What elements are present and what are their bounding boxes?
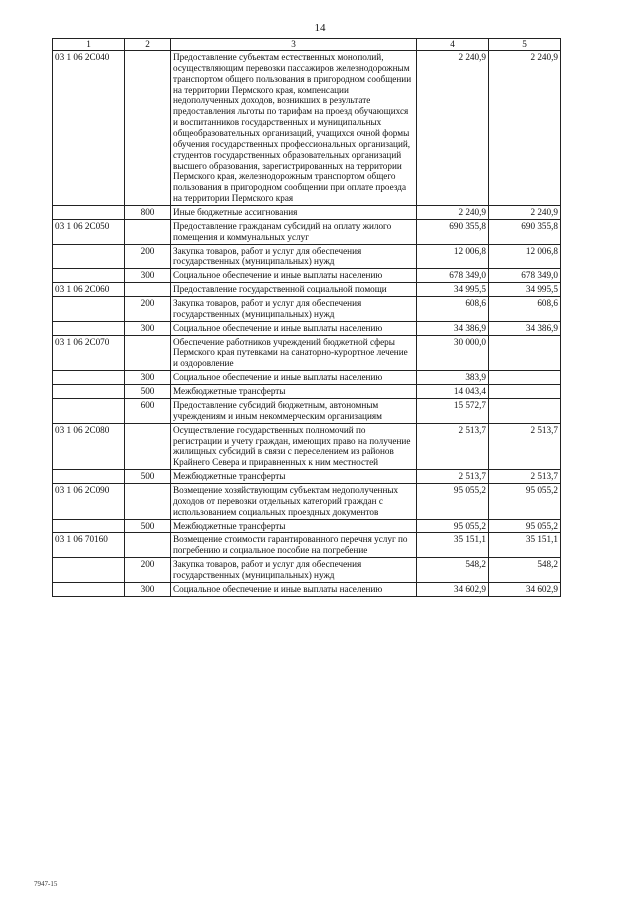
expense-type-cell: [125, 483, 171, 519]
item-name-cell: Иные бюджетные ассигнования: [171, 206, 417, 220]
amount-year2-cell: [489, 371, 561, 385]
expense-type-cell: 300: [125, 371, 171, 385]
amount-year2-cell: 12 006,8: [489, 244, 561, 269]
amount-year2-cell: [489, 398, 561, 423]
table-row: [53, 470, 561, 484]
amount-year1-cell: 2 513,7: [417, 470, 489, 484]
amount-year1-cell: 95 055,2: [417, 483, 489, 519]
amount-year2-cell: 95 055,2: [489, 519, 561, 533]
table-row: [53, 483, 561, 519]
expense-type-cell: 300: [125, 582, 171, 596]
amount-year1-cell: 678 349,0: [417, 269, 489, 283]
amount-year1-cell: 15 572,7: [417, 398, 489, 423]
amount-year2-cell: 548,2: [489, 558, 561, 583]
header-row: [53, 39, 561, 51]
item-name-cell: Предоставление гражданам субсидий на оплату жилого помещения и коммунальных услуг: [171, 219, 417, 244]
footer-code: 7947-15: [34, 880, 58, 888]
amount-year2-cell: 2 513,7: [489, 470, 561, 484]
amount-year1-cell: 12 006,8: [417, 244, 489, 269]
code-cell: 03 1 06 70160: [53, 533, 125, 558]
amount-year2-cell: 2 513,7: [489, 423, 561, 469]
amount-year1-cell: 34 386,9: [417, 321, 489, 335]
amount-year1-cell: 35 151,1: [417, 533, 489, 558]
table-row: [53, 297, 561, 322]
header-cell: 2: [125, 39, 171, 51]
item-name-cell: Закупка товаров, работ и услуг для обеспечения государственных (муниципальных) нужд: [171, 244, 417, 269]
table-row: [53, 335, 561, 371]
code-cell: [53, 244, 125, 269]
item-name-cell: Осуществление государственных полномочий по регистрации и учету граждан, имеющих право на получение жилищных субсидий в связи с переселением из районов Крайнего Севера и приравненных к ним местностей: [171, 423, 417, 469]
expense-type-cell: [125, 283, 171, 297]
item-name-cell: Закупка товаров, работ и услуг для обеспечения государственных (муниципальных) нужд: [171, 558, 417, 583]
table-body: [53, 51, 561, 597]
code-cell: [53, 321, 125, 335]
amount-year2-cell: 35 151,1: [489, 533, 561, 558]
amount-year2-cell: 34 386,9: [489, 321, 561, 335]
table-row: [53, 321, 561, 335]
amount-year2-cell: [489, 385, 561, 399]
item-name-cell: Предоставление субсидий бюджетным, автономным учреждениям и иным некоммерческим организациям: [171, 398, 417, 423]
expense-type-cell: 500: [125, 470, 171, 484]
amount-year1-cell: 690 355,8: [417, 219, 489, 244]
expense-type-cell: [125, 423, 171, 469]
item-name-cell: Социальное обеспечение и иные выплаты населению: [171, 371, 417, 385]
page-number: 14: [314, 22, 326, 34]
amount-year1-cell: 2 240,9: [417, 51, 489, 206]
amount-year1-cell: 30 000,0: [417, 335, 489, 371]
amount-year1-cell: 608,6: [417, 297, 489, 322]
item-name-cell: Возмещение хозяйствующим субъектам недополученных доходов от перевозки отдельных категорий граждан с использованием социальных проездных документов: [171, 483, 417, 519]
table-row: [53, 283, 561, 297]
code-cell: 03 1 06 2C090: [53, 483, 125, 519]
item-name-cell: Межбюджетные трансферты: [171, 385, 417, 399]
item-name-cell: Возмещение стоимости гарантированного перечня услуг по погребению и социальное пособие на погребение: [171, 533, 417, 558]
code-cell: 03 1 06 2C050: [53, 219, 125, 244]
code-cell: [53, 385, 125, 399]
table-row: [53, 533, 561, 558]
amount-year1-cell: 383,9: [417, 371, 489, 385]
code-cell: [53, 519, 125, 533]
amount-year2-cell: 95 055,2: [489, 483, 561, 519]
item-name-cell: Социальное обеспечение и иные выплаты населению: [171, 321, 417, 335]
table-row: [53, 558, 561, 583]
item-name-cell: Закупка товаров, работ и услуг для обеспечения государственных (муниципальных) нужд: [171, 297, 417, 322]
item-name-cell: Обеспечение работников учреждений бюджетной сферы Пермского края путевками на санаторно-курортное лечение и оздоровление: [171, 335, 417, 371]
code-cell: 03 1 06 2C040: [53, 51, 125, 206]
table-row: [53, 519, 561, 533]
table-row: [53, 219, 561, 244]
expense-type-cell: 500: [125, 385, 171, 399]
expense-type-cell: [125, 51, 171, 206]
code-cell: [53, 398, 125, 423]
amount-year2-cell: 690 355,8: [489, 219, 561, 244]
table-row: [53, 51, 561, 206]
code-cell: [53, 297, 125, 322]
table-row: [53, 385, 561, 399]
expense-type-cell: [125, 335, 171, 371]
code-cell: 03 1 06 2C080: [53, 423, 125, 469]
code-cell: [53, 371, 125, 385]
amount-year2-cell: 34 602,9: [489, 582, 561, 596]
table-row: [53, 269, 561, 283]
item-name-cell: Социальное обеспечение и иные выплаты населению: [171, 269, 417, 283]
code-cell: 03 1 06 2C070: [53, 335, 125, 371]
table-row: [53, 244, 561, 269]
item-name-cell: Предоставление государственной социальной помощи: [171, 283, 417, 297]
amount-year1-cell: 2 240,9: [417, 206, 489, 220]
amount-year1-cell: 14 043,4: [417, 385, 489, 399]
amount-year2-cell: 2 240,9: [489, 206, 561, 220]
table-row: [53, 398, 561, 423]
code-cell: [53, 470, 125, 484]
amount-year2-cell: [489, 335, 561, 371]
item-name-cell: Межбюджетные трансферты: [171, 519, 417, 533]
expense-type-cell: [125, 533, 171, 558]
expense-type-cell: 300: [125, 269, 171, 283]
header-cell: 4: [417, 39, 489, 51]
table-row: [53, 423, 561, 469]
expense-type-cell: [125, 219, 171, 244]
item-name-cell: Социальное обеспечение и иные выплаты населению: [171, 582, 417, 596]
code-cell: [53, 582, 125, 596]
amount-year2-cell: 34 995,5: [489, 283, 561, 297]
expense-type-cell: 300: [125, 321, 171, 335]
table-row: [53, 206, 561, 220]
header-cell: 5: [489, 39, 561, 51]
budget-table: [52, 38, 561, 597]
amount-year1-cell: 95 055,2: [417, 519, 489, 533]
header-cell: 1: [53, 39, 125, 51]
table-row: [53, 371, 561, 385]
amount-year1-cell: 2 513,7: [417, 423, 489, 469]
expense-type-cell: 800: [125, 206, 171, 220]
amount-year1-cell: 548,2: [417, 558, 489, 583]
expense-type-cell: 600: [125, 398, 171, 423]
amount-year2-cell: 678 349,0: [489, 269, 561, 283]
header-cell: 3: [171, 39, 417, 51]
expense-type-cell: 200: [125, 558, 171, 583]
code-cell: [53, 206, 125, 220]
code-cell: 03 1 06 2C060: [53, 283, 125, 297]
code-cell: [53, 269, 125, 283]
amount-year1-cell: 34 995,5: [417, 283, 489, 297]
item-name-cell: Межбюджетные трансферты: [171, 470, 417, 484]
amount-year1-cell: 34 602,9: [417, 582, 489, 596]
code-cell: [53, 558, 125, 583]
item-name-cell: Предоставление субъектам естественных монополий, осуществляющим перевозки пассажиров железнодорожным транспортом общего пользования в пригородном сообщении на территории Пермского края, компенсации недополученных доходов, возникших в результате предоставления льготы по тарифам на проезд обучающихся и воспитанников государственных и муниципальных общеобразовательных организаций, учащихся очной формы обучения государственных профессиональных организаций, студентов государственных образовательных организаций высшего образования, зарегистрированных на территории Пермского края, железнодорожным транспортом общего пользования в пригородном сообщении при оплате проезда на территории Пермского края: [171, 51, 417, 206]
expense-type-cell: 200: [125, 244, 171, 269]
expense-type-cell: 200: [125, 297, 171, 322]
amount-year2-cell: 2 240,9: [489, 51, 561, 206]
amount-year2-cell: 608,6: [489, 297, 561, 322]
table-row: [53, 582, 561, 596]
expense-type-cell: 500: [125, 519, 171, 533]
